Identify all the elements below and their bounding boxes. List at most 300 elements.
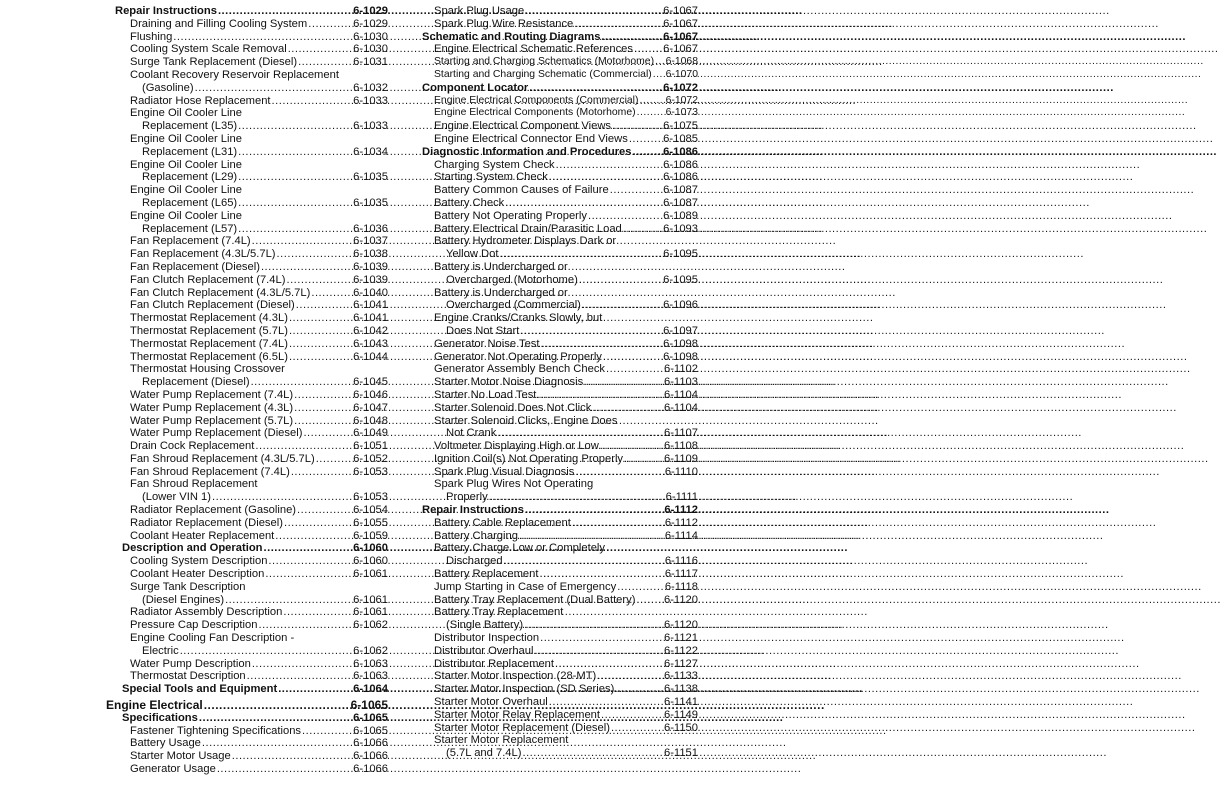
toc-entry-title: Engine Electrical Connector End Views bbox=[434, 132, 628, 145]
toc-entry-title: Electric bbox=[142, 644, 179, 657]
dot-leader bbox=[303, 427, 352, 440]
toc-page-number: 6-1054 bbox=[353, 504, 388, 517]
toc-entry-engine-cooling-fan-description bbox=[106, 632, 388, 645]
dot-leader bbox=[255, 440, 352, 453]
toc-entry-title: Radiator Replacement (Gasoline) bbox=[130, 504, 297, 517]
dot-leader bbox=[238, 146, 352, 159]
toc-section-repair-instructions bbox=[422, 504, 698, 517]
toc-entry-title: Starter Solenoid Clicks, Engine Does bbox=[434, 414, 618, 427]
toc-page-number: 6-1030 bbox=[353, 30, 388, 43]
dot-leader bbox=[284, 517, 352, 530]
toc-entry-ignition-coil-s-not-operating-properly bbox=[422, 453, 698, 466]
toc-entry-title: Thermostat Replacement (6.5L) bbox=[130, 350, 288, 363]
toc-page-number: 6-1043 bbox=[353, 337, 388, 350]
dot-leader bbox=[549, 696, 663, 709]
dot-leader bbox=[617, 581, 664, 594]
dot-leader bbox=[597, 670, 663, 683]
toc-entry-battery-tray-replacement-dual-battery bbox=[422, 594, 698, 607]
toc-section-repair-instructions bbox=[106, 5, 388, 18]
toc-entry-title: Starter Motor Overhaul bbox=[434, 696, 548, 709]
toc-page-number: 6-1072 bbox=[665, 94, 698, 106]
toc-entry-battery-is-undercharged-or bbox=[422, 261, 698, 274]
toc-entry-thermostat-replacement-7-4l bbox=[106, 338, 388, 351]
dot-leader bbox=[263, 542, 352, 555]
toc-entry-title: Water Pump Description bbox=[130, 657, 251, 670]
toc-entry-coolant-heater-description bbox=[106, 568, 388, 581]
toc-page-number: 6-1120 bbox=[663, 593, 698, 606]
toc-entry-thermostat-replacement-5-7l bbox=[106, 325, 388, 338]
toc-page-number: 6-1151 bbox=[663, 747, 698, 760]
toc-page-number: 6-1121 bbox=[663, 632, 698, 645]
dot-leader bbox=[612, 120, 662, 133]
dot-leader bbox=[258, 619, 352, 632]
toc-entry-title: Generator Assembly Bench Check bbox=[434, 363, 606, 376]
toc-entry-title: Coolant Heater Description bbox=[130, 568, 265, 581]
dot-leader bbox=[633, 146, 663, 159]
toc-entry-title: Yellow Dot bbox=[446, 248, 499, 261]
toc-page-number: 6-1051 bbox=[353, 440, 388, 453]
toc-entry-battery-usage bbox=[106, 737, 388, 750]
toc-page-number: 6-1047 bbox=[353, 401, 388, 414]
dot-leader bbox=[615, 683, 663, 696]
toc-page-number: 6-1065 bbox=[353, 711, 388, 724]
toc-entry-title: Distributor Replacement bbox=[434, 657, 555, 670]
dot-leader bbox=[238, 223, 352, 236]
toc-entry-voltmeter-displaying-high-or-low bbox=[422, 440, 698, 453]
toc-page-number: 6-1063 bbox=[353, 670, 388, 683]
toc-page-number: 6-1072 bbox=[663, 81, 698, 94]
toc-page-number: 6-1042 bbox=[353, 324, 388, 337]
toc-page-number: 6-1059 bbox=[353, 529, 388, 542]
dot-leader bbox=[291, 466, 352, 479]
toc-entry-properly bbox=[422, 491, 698, 504]
toc-page-number: 6-1112 bbox=[664, 516, 698, 529]
toc-entry-title: Replacement (L31) bbox=[142, 145, 238, 158]
toc-page-number: 6-1102 bbox=[663, 363, 698, 376]
dot-leader bbox=[522, 747, 663, 760]
toc-page-number: 6-1061 bbox=[353, 606, 388, 619]
toc-page-number: 6-1104 bbox=[663, 388, 698, 401]
toc-entry-generator-noise-test bbox=[422, 338, 698, 351]
dot-leader bbox=[606, 363, 663, 376]
dot-leader bbox=[574, 18, 662, 31]
toc-page-number: 6-1086 bbox=[663, 158, 698, 171]
dot-leader bbox=[289, 325, 352, 338]
dot-leader bbox=[252, 658, 352, 671]
toc-entry-title: Engine Oil Cooler Line bbox=[130, 107, 242, 120]
dot-leader bbox=[204, 699, 350, 712]
toc-entry-title: Battery is Undercharged or bbox=[434, 260, 568, 273]
toc-entry-title: Water Pump Replacement (Diesel) bbox=[130, 427, 303, 440]
toc-entry-title: Spark Plug Wires Not Operating bbox=[434, 478, 594, 491]
toc-entry-title: Spark Plug Wire Resistance bbox=[434, 17, 574, 30]
toc-entry-title: Starting and Charging Schematics (Motorhome) bbox=[434, 56, 655, 68]
toc-entry-title: Replacement (L35) bbox=[142, 120, 238, 133]
toc-column-right bbox=[422, 5, 698, 760]
toc-page-number: 6-1067 bbox=[663, 43, 698, 56]
toc-entry-jump-starting-in-case-of-emergency bbox=[422, 581, 698, 594]
toc-entry-title: Jump Starting in Case of Emergency bbox=[434, 580, 617, 593]
toc-entry-charging-system-check bbox=[422, 159, 698, 172]
toc-page-number: 6-1055 bbox=[353, 516, 388, 529]
dot-leader bbox=[634, 43, 662, 56]
toc-entry-fastener-tightening-specifications bbox=[106, 725, 388, 738]
toc-entry-title: Charging System Check bbox=[434, 158, 555, 171]
toc-entry-title: Thermostat Housing Crossover bbox=[130, 363, 285, 376]
toc-entry-gasoline bbox=[106, 82, 388, 95]
toc-entry-generator-usage bbox=[106, 763, 388, 776]
toc-page-number: 6-1087 bbox=[663, 184, 698, 197]
toc-page-number: 6-1060 bbox=[353, 542, 388, 555]
toc-entry-thermostat-replacement-6-5l bbox=[106, 351, 388, 364]
toc-page-number: 6-1117 bbox=[664, 568, 698, 581]
toc-entry-title: Starter Solenoid Does Not Click bbox=[434, 401, 592, 414]
toc-entry-replacement-diesel bbox=[106, 376, 388, 389]
dot-leader bbox=[308, 18, 352, 31]
toc-page-number: 6-1122 bbox=[663, 644, 698, 657]
toc-section-diagnostic-information-and-procedures bbox=[422, 146, 698, 159]
toc-entry-title: Water Pump Replacement (7.4L) bbox=[130, 388, 294, 401]
toc-page-number: 6-1087 bbox=[663, 196, 698, 209]
dot-leader bbox=[525, 504, 663, 517]
dot-leader bbox=[611, 722, 663, 735]
dot-leader bbox=[505, 197, 662, 210]
toc-entry-title: Voltmeter Displaying High or Low bbox=[434, 440, 599, 453]
dot-leader bbox=[311, 287, 352, 300]
toc-entry-starter-motor-overhaul bbox=[422, 696, 698, 709]
toc-page-number: 6-1098 bbox=[663, 337, 698, 350]
toc-entry-distributor-overhaul bbox=[422, 645, 698, 658]
toc-page-number: 6-1035 bbox=[353, 196, 388, 209]
toc-entry-title: (5.7L and 7.4L) bbox=[446, 747, 522, 760]
toc-page-number: 6-1061 bbox=[353, 568, 388, 581]
dot-leader bbox=[524, 619, 663, 632]
dot-leader bbox=[555, 658, 663, 671]
toc-entry-title: Fastener Tightening Specifications bbox=[130, 724, 302, 737]
toc-entry-title: Properly bbox=[446, 491, 488, 504]
toc-entry-title: Radiator Hose Replacement bbox=[130, 94, 271, 107]
toc-page-number: 6-1032 bbox=[353, 81, 388, 94]
toc-page-number: 6-1036 bbox=[353, 222, 388, 235]
toc-entry-title: Starter Motor Replacement (Diesel) bbox=[434, 721, 610, 734]
toc-page-number: 6-1045 bbox=[353, 376, 388, 389]
toc-entry-battery-charging bbox=[422, 530, 698, 543]
toc-entry-starter-motor-noise-diagnosis bbox=[422, 376, 698, 389]
dot-leader bbox=[556, 159, 663, 172]
toc-page-number: 6-1048 bbox=[353, 414, 388, 427]
toc-entry-title: Generator Usage bbox=[130, 763, 216, 776]
toc-entry-starter-solenoid-does-not-click bbox=[422, 402, 698, 415]
toc-entry-fan-replacement-4-3l-5-7l bbox=[106, 248, 388, 261]
toc-page-number: 6-1095 bbox=[663, 273, 698, 286]
toc-page-number: 6-1093 bbox=[663, 222, 698, 235]
toc-entry-water-pump-replacement-4-3l bbox=[106, 402, 388, 415]
toc-entry-battery-tray-replacement bbox=[422, 606, 698, 619]
toc-entry-diesel-engines bbox=[106, 594, 388, 607]
dot-leader bbox=[575, 466, 663, 479]
dot-leader bbox=[592, 402, 663, 415]
toc-entry-electric bbox=[106, 645, 388, 658]
dot-leader bbox=[610, 184, 662, 197]
toc-entry-radiator-replacement-diesel bbox=[106, 517, 388, 530]
toc-page-number: 6-1034 bbox=[353, 145, 388, 158]
toc-page-number: 6-1037 bbox=[353, 235, 388, 248]
dot-leader bbox=[173, 31, 352, 44]
toc-entry-title: Battery Common Causes of Failure bbox=[434, 184, 609, 197]
toc-entry-replacement-l57 bbox=[106, 223, 388, 236]
toc-entry-title: Repair Instructions bbox=[115, 5, 217, 17]
dot-leader bbox=[499, 248, 662, 261]
toc-page-number: 6-1067 bbox=[663, 30, 698, 43]
toc-page-number: 6-1066 bbox=[353, 763, 388, 776]
dot-leader bbox=[272, 95, 353, 108]
toc-entry-title: Overcharged (Commercial) bbox=[446, 299, 581, 312]
toc-entry-starter-motor-replacement bbox=[422, 734, 698, 747]
toc-page-number: 6-1118 bbox=[664, 580, 698, 593]
toc-page-number: 6-1041 bbox=[353, 299, 388, 312]
toc-page-number: 6-1112 bbox=[664, 504, 698, 517]
toc-page-number: 6-1097 bbox=[663, 324, 698, 337]
toc-entry-title: Engine Cranks/Cranks Slowly, but bbox=[434, 312, 603, 325]
dot-leader bbox=[217, 763, 352, 776]
toc-entry-title: Engine Electrical bbox=[106, 698, 203, 713]
dot-leader bbox=[286, 274, 352, 287]
dot-leader bbox=[289, 312, 352, 325]
toc-section-engine-electrical bbox=[106, 699, 388, 712]
dot-leader bbox=[504, 555, 664, 568]
toc-entry-radiator-assembly-description bbox=[106, 606, 388, 619]
toc-page-number: 6-1039 bbox=[353, 260, 388, 273]
toc-section-component-locator bbox=[422, 82, 698, 95]
toc-entry-drain-cock-replacement bbox=[106, 440, 388, 453]
toc-page-number: 6-1033 bbox=[353, 120, 388, 133]
toc-entry-title: Engine Electrical Component Views bbox=[434, 120, 612, 133]
toc-entry-title: Battery Hydrometer Displays Dark or bbox=[434, 235, 617, 248]
toc-entry-starter-motor-inspection-sd-series bbox=[422, 683, 698, 696]
toc-entry-replacement-l31 bbox=[106, 146, 388, 159]
toc-page-number: 6-1086 bbox=[663, 145, 698, 158]
toc-entry-starter-motor-replacement-diesel bbox=[422, 722, 698, 735]
toc-entry-title: Engine Electrical Schematic References bbox=[434, 43, 633, 56]
toc-page-number: 6-1067 bbox=[663, 5, 698, 17]
dot-leader bbox=[540, 632, 663, 645]
toc-page-number: 6-1108 bbox=[663, 440, 698, 453]
toc-entry-title: Ignition Coil(s) Not Operating Properly bbox=[434, 452, 624, 465]
dot-leader bbox=[261, 261, 352, 274]
toc-entry-title: (Single Battery) bbox=[446, 619, 524, 632]
toc-entry-engine-oil-cooler-line bbox=[106, 159, 388, 172]
toc-entry-title: Fan Clutch Replacement (7.4L) bbox=[130, 273, 286, 286]
toc-entry-spark-plug-wires-not-operating bbox=[422, 478, 698, 491]
toc-entry-battery-not-operating-properly bbox=[422, 210, 698, 223]
toc-page-number: 6-1098 bbox=[663, 350, 698, 363]
toc-entry-fan-replacement-7-4l bbox=[106, 235, 388, 248]
toc-entry-title: Starter No Load Test bbox=[434, 388, 537, 401]
dot-leader bbox=[316, 453, 352, 466]
toc-page-number: 6-1141 bbox=[663, 696, 698, 709]
toc-entry-title: Distributor Overhaul bbox=[434, 644, 534, 657]
toc-entry-battery-is-undercharged-or bbox=[422, 287, 698, 300]
toc-entry-title: Spark Plug Usage bbox=[434, 5, 525, 17]
dot-leader bbox=[579, 274, 662, 287]
toc-entry-spark-plug-usage bbox=[422, 5, 698, 18]
toc-entry-cooling-system-description bbox=[106, 555, 388, 568]
toc-entry-engine-oil-cooler-line bbox=[106, 184, 388, 197]
toc-entry-thermostat-replacement-4-3l bbox=[106, 312, 388, 325]
toc-entry-title: Description and Operation bbox=[122, 542, 263, 555]
toc-entry-title: Coolant Heater Replacement bbox=[130, 529, 275, 542]
toc-entry-title: Fan Clutch Replacement (4.3L/5.7L) bbox=[130, 286, 311, 299]
toc-page-number: 6-1040 bbox=[353, 286, 388, 299]
toc-entry-title: Replacement (L65) bbox=[142, 196, 238, 209]
toc-entry-engine-electrical-schematic-references bbox=[422, 43, 698, 56]
toc-entry-title: Surge Tank Replacement (Diesel) bbox=[130, 56, 298, 69]
toc-entry-title: (Gasoline) bbox=[142, 81, 194, 94]
dot-leader bbox=[519, 530, 664, 543]
dot-leader bbox=[534, 645, 663, 658]
dot-leader bbox=[225, 594, 352, 607]
toc-entry-title: Engine Oil Cooler Line bbox=[130, 158, 242, 171]
toc-page-number: 6-1110 bbox=[664, 465, 698, 478]
toc-entry-pressure-cap-description bbox=[106, 619, 388, 632]
toc-entry-starting-and-charging-schematics-motorhome bbox=[422, 56, 698, 69]
dot-leader bbox=[247, 670, 353, 683]
dot-leader bbox=[637, 107, 665, 120]
dot-leader bbox=[298, 56, 352, 69]
dot-leader bbox=[539, 568, 663, 581]
toc-entry-battery-hydrometer-displays-dark-or bbox=[422, 235, 698, 248]
dot-leader bbox=[294, 402, 352, 415]
toc-page-number: 6-1095 bbox=[663, 248, 698, 261]
toc-entry-title: Battery Tray Replacement bbox=[434, 606, 564, 619]
toc-page-number: 6-1138 bbox=[663, 683, 698, 696]
dot-leader bbox=[497, 427, 663, 440]
toc-entry-title: Component Locator bbox=[422, 81, 529, 94]
dot-leader bbox=[601, 31, 662, 44]
toc-page-number: 6-1030 bbox=[353, 43, 388, 56]
toc-entry-spark-plug-visual-diagnosis bbox=[422, 466, 698, 479]
toc-entry-title: Replacement (L57) bbox=[142, 222, 238, 235]
toc-page-number: 6-1052 bbox=[353, 452, 388, 465]
dot-leader bbox=[238, 197, 352, 210]
toc-section-schematic-and-routing-diagrams bbox=[422, 31, 698, 44]
dot-leader bbox=[278, 683, 352, 696]
toc-entry-title: Diagnostic Information and Procedures bbox=[422, 145, 632, 158]
toc-entry-starter-solenoid-clicks-engine-does bbox=[422, 415, 698, 428]
toc-entry-title: Battery Not Operating Properly bbox=[434, 209, 587, 222]
dot-leader bbox=[549, 171, 662, 184]
toc-entry-fan-clutch-replacement-7-4l bbox=[106, 274, 388, 287]
toc-page-number: 6-1066 bbox=[353, 750, 388, 763]
toc-entry-draining-and-filling-cooling-system bbox=[106, 18, 388, 31]
toc-page-number: 6-1029 bbox=[353, 17, 388, 30]
toc-entry-water-pump-replacement-7-4l bbox=[106, 389, 388, 402]
toc-page-number: 6-1114 bbox=[664, 529, 698, 542]
toc-entry-title: Engine Oil Cooler Line bbox=[130, 184, 242, 197]
toc-page-number: 6-1109 bbox=[663, 452, 698, 465]
dot-leader bbox=[296, 299, 352, 312]
toc-entry-starter-motor-usage bbox=[106, 750, 388, 763]
toc-entry-title: Engine Oil Cooler Line bbox=[130, 132, 242, 145]
dot-leader bbox=[297, 504, 352, 517]
toc-entry-title: Radiator Replacement (Diesel) bbox=[130, 516, 283, 529]
toc-page-number: 6-1029 bbox=[353, 5, 388, 17]
toc-entry-engine-oil-cooler-line bbox=[106, 210, 388, 223]
toc-entry-distributor-replacement bbox=[422, 658, 698, 671]
toc-entry-title: Spark Plug Visual Diagnosis bbox=[434, 465, 575, 478]
toc-entry-radiator-hose-replacement bbox=[106, 95, 388, 108]
toc-entry-thermostat-description bbox=[106, 670, 388, 683]
dot-leader bbox=[288, 43, 352, 56]
toc-entry-title: Cooling System Scale Removal bbox=[130, 43, 287, 56]
dot-leader bbox=[529, 82, 662, 95]
toc-page-number: 6-1038 bbox=[353, 248, 388, 261]
toc-entry-battery-cable-replacement bbox=[422, 517, 698, 530]
dot-leader bbox=[195, 82, 353, 95]
toc-entry-title: Generator Not Operating Properly bbox=[434, 350, 602, 363]
toc-entry-title: (Lower VIN 1) bbox=[142, 491, 212, 504]
dot-leader bbox=[289, 351, 352, 364]
toc-entry-battery-common-causes-of-failure bbox=[422, 184, 698, 197]
dot-leader bbox=[302, 725, 352, 738]
toc-entry-replacement-l35 bbox=[106, 120, 388, 133]
toc-entry-engine-electrical-components-motorhome bbox=[422, 107, 698, 120]
toc-entry-title: Repair Instructions bbox=[422, 504, 524, 517]
toc-entry-title: Draining and Filling Cooling System bbox=[130, 17, 308, 30]
dot-leader bbox=[212, 491, 352, 504]
toc-entry-fan-shroud-replacement-4-3l-5-7l bbox=[106, 453, 388, 466]
dot-leader bbox=[600, 440, 663, 453]
toc-column-left bbox=[106, 5, 388, 776]
toc-entry-title: Discharged bbox=[446, 555, 503, 568]
dot-leader bbox=[251, 376, 353, 389]
toc-entry-battery-replacement bbox=[422, 568, 698, 581]
toc-page-number: 6-1060 bbox=[353, 555, 388, 568]
dot-leader bbox=[283, 606, 352, 619]
toc-entry-title: Specifications bbox=[122, 711, 198, 724]
toc-page-number: 6-1150 bbox=[663, 721, 698, 734]
toc-entry-generator-not-operating-properly bbox=[422, 351, 698, 364]
toc-entry-title: Starter Motor Noise Diagnosis bbox=[434, 376, 584, 389]
toc-entry-overcharged-commercial bbox=[422, 299, 698, 312]
toc-page-number: 6-1068 bbox=[665, 56, 698, 68]
dot-leader bbox=[294, 415, 352, 428]
toc-entry-title: Fan Replacement (Diesel) bbox=[130, 260, 260, 273]
toc-page-number: 6-1033 bbox=[353, 94, 388, 107]
dot-leader bbox=[199, 712, 352, 725]
toc-entry-title: Starter Motor Relay Replacement bbox=[434, 708, 601, 721]
toc-page-number: 6-1053 bbox=[353, 465, 388, 478]
toc-entry-generator-assembly-bench-check bbox=[422, 363, 698, 376]
dot-leader bbox=[572, 517, 664, 530]
toc-page-number: 6-1133 bbox=[663, 670, 698, 683]
toc-section-specifications bbox=[106, 712, 388, 725]
toc-page-number: 6-1063 bbox=[353, 657, 388, 670]
toc-entry-engine-oil-cooler-line bbox=[106, 107, 388, 120]
toc-page-number: 6-1103 bbox=[663, 376, 698, 389]
toc-entry-title: Fan Shroud Replacement bbox=[130, 478, 258, 491]
toc-entry-fan-clutch-replacement-diesel bbox=[106, 299, 388, 312]
toc-page-number: 6-1070 bbox=[665, 68, 698, 80]
dot-leader bbox=[265, 568, 352, 581]
toc-entry-title: Distributor Inspection bbox=[434, 632, 540, 645]
dot-leader bbox=[653, 69, 665, 82]
toc-entry-replacement-l29 bbox=[106, 171, 388, 184]
toc-entry-title: Engine Oil Cooler Line bbox=[130, 209, 242, 222]
toc-entry-title: Battery Charge Low or Completely bbox=[434, 542, 605, 555]
toc-entry-title: Flushing bbox=[130, 30, 173, 43]
dot-leader bbox=[252, 235, 353, 248]
